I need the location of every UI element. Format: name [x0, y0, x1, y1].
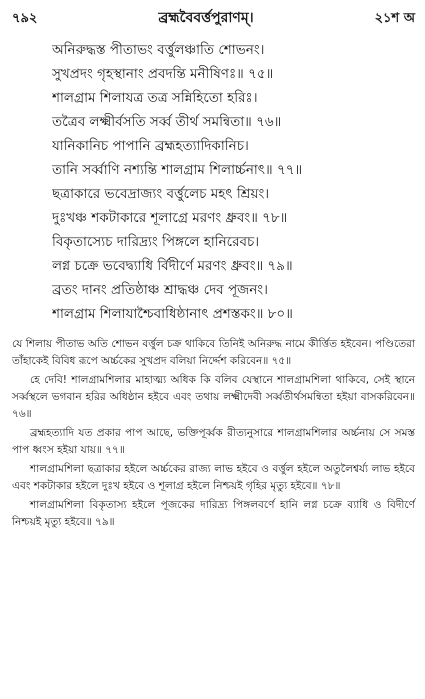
- verse-line: দুঃখঞ্চ শকটাকারে শূলাগ্রে মরণং ধ্রুবং॥ ৭৮॥: [52, 210, 288, 226]
- verse-block: [12, 38, 415, 326]
- chapter-label: ২১শ অ: [374, 11, 415, 26]
- verse-line: শালগ্রাম শিলাযত্র তত্র সন্নিহিতো হরিঃ।: [52, 90, 258, 106]
- verse-line: সুখপ্রদং গৃহস্থানাং প্রবদন্তি মনীষিণঃ॥ ৭৫॥: [52, 66, 274, 82]
- verse-line: লগ্ন চক্রে ভবেদ্ব্যাধি র্বিদীর্ণে মরণং ধ্রুবং॥ ৭৯॥: [52, 258, 293, 274]
- commentary-paragraph: হে দেবি! শালগ্রামশিলার মাহাত্ম্য অধিক কি বলিব যেস্থানে শালগ্রামশিলা থাকিবে, সেই স্থানে সর্ব্বস্থলে ভগবান হরির অধিষ্ঠান হইবে এবং তথায় লক্ষ্মীদেবী সর্ব্বতীর্থসমন্বিতা হইয়া বাসকরিবেন॥ ৭৬॥: [12, 374, 415, 420]
- commentary-paragraph: যে শিলায় পীতাভ অতি শোভন বর্ত্তুল চক্র থাকিবে তিনিই অনিরুদ্ধ নামে কীর্ত্তিত হইবেন। পণ্ডিতেরা তাঁহাকেই বিবিধ রূপে অর্চ্চকের সুখপ্রদ বলিয়া নির্দ্দেশ করিবেন॥ ৭৫॥: [12, 338, 415, 367]
- page-header: [12, 6, 415, 32]
- commentary-paragraph: শালগ্রামশিলা ছত্রাকার হইলে অর্চ্চকের রাজ্য লাভ হইবে ও বর্ত্তুল হইলে অতুলৈশ্বর্য্য লাভ হইবে এবং শকটাকার হইলে দুঃখ হইবে ও শূলাগ্র হইলে নিশ্চয়ই গৃহির মৃত্যু হইবে॥ ৭৮॥: [12, 463, 415, 492]
- verse-line: তানি সর্ব্বাণি নশ্যন্তি শালগ্রাম শিলার্চ্চনাৎ॥ ৭৭॥: [52, 162, 303, 178]
- commentary-paragraph: ব্রহ্মহত্যাদি যত প্রকার পাপ আছে, ভক্তিপূর্ব্বক রীত্যনুসারে শালগ্রামশিলার অর্চ্চনায় সে সমস্ত পাপ ধ্বংস হইয়া যায়॥ ৭৭॥: [12, 427, 415, 456]
- page-title: ব্রহ্মবৈবর্ত্তপুরাণম্।: [158, 10, 254, 26]
- commentary-paragraph: শালগ্রামশিলা বিকৃতাস্য হইলে পূজকের দারিদ্র্য পিঙ্গলবর্ণে হানি লগ্ন চক্রে ব্যাধি ও বিদীর্ণে নিশ্চয়ই মৃত্যু হইবে॥ ৭৯॥: [12, 499, 415, 528]
- verse-line: ব্রতং দানং প্রতিষ্ঠাঞ্চ শ্রাদ্ধঞ্চ দেব পূজনং।: [52, 282, 268, 298]
- commentary-block: [12, 336, 415, 531]
- verse-line: শালগ্রাম শিলাযাশ্চৈবাধিষ্ঠানাৎ প্রশস্তকং॥ ৮০॥: [52, 306, 293, 322]
- verse-line: যানিকানিচ পাপানি ব্রহ্মহত্যাদিকানিচ।: [52, 138, 249, 154]
- verse-line: ছত্রাকারে ভবেদ্রাজ্যং বর্ত্তুলেচ মহৎ শ্রিয়ং।: [52, 186, 270, 202]
- verse-line: অনিরুদ্ধস্ত পীতাভং বর্ত্তুলঞ্চাতি শোভনং।: [52, 42, 265, 58]
- page-number: ৭৯২: [12, 11, 38, 26]
- verse-line: তত্রৈব লক্ষ্মীর্বসতি সর্ব্ব তীর্থ সমন্বিতা॥ ৭৬॥: [52, 114, 282, 130]
- verse-line: বিকৃতাস্যেচ দারিদ্র্যং পিঙ্গলে হানিরেবচ।: [52, 234, 260, 250]
